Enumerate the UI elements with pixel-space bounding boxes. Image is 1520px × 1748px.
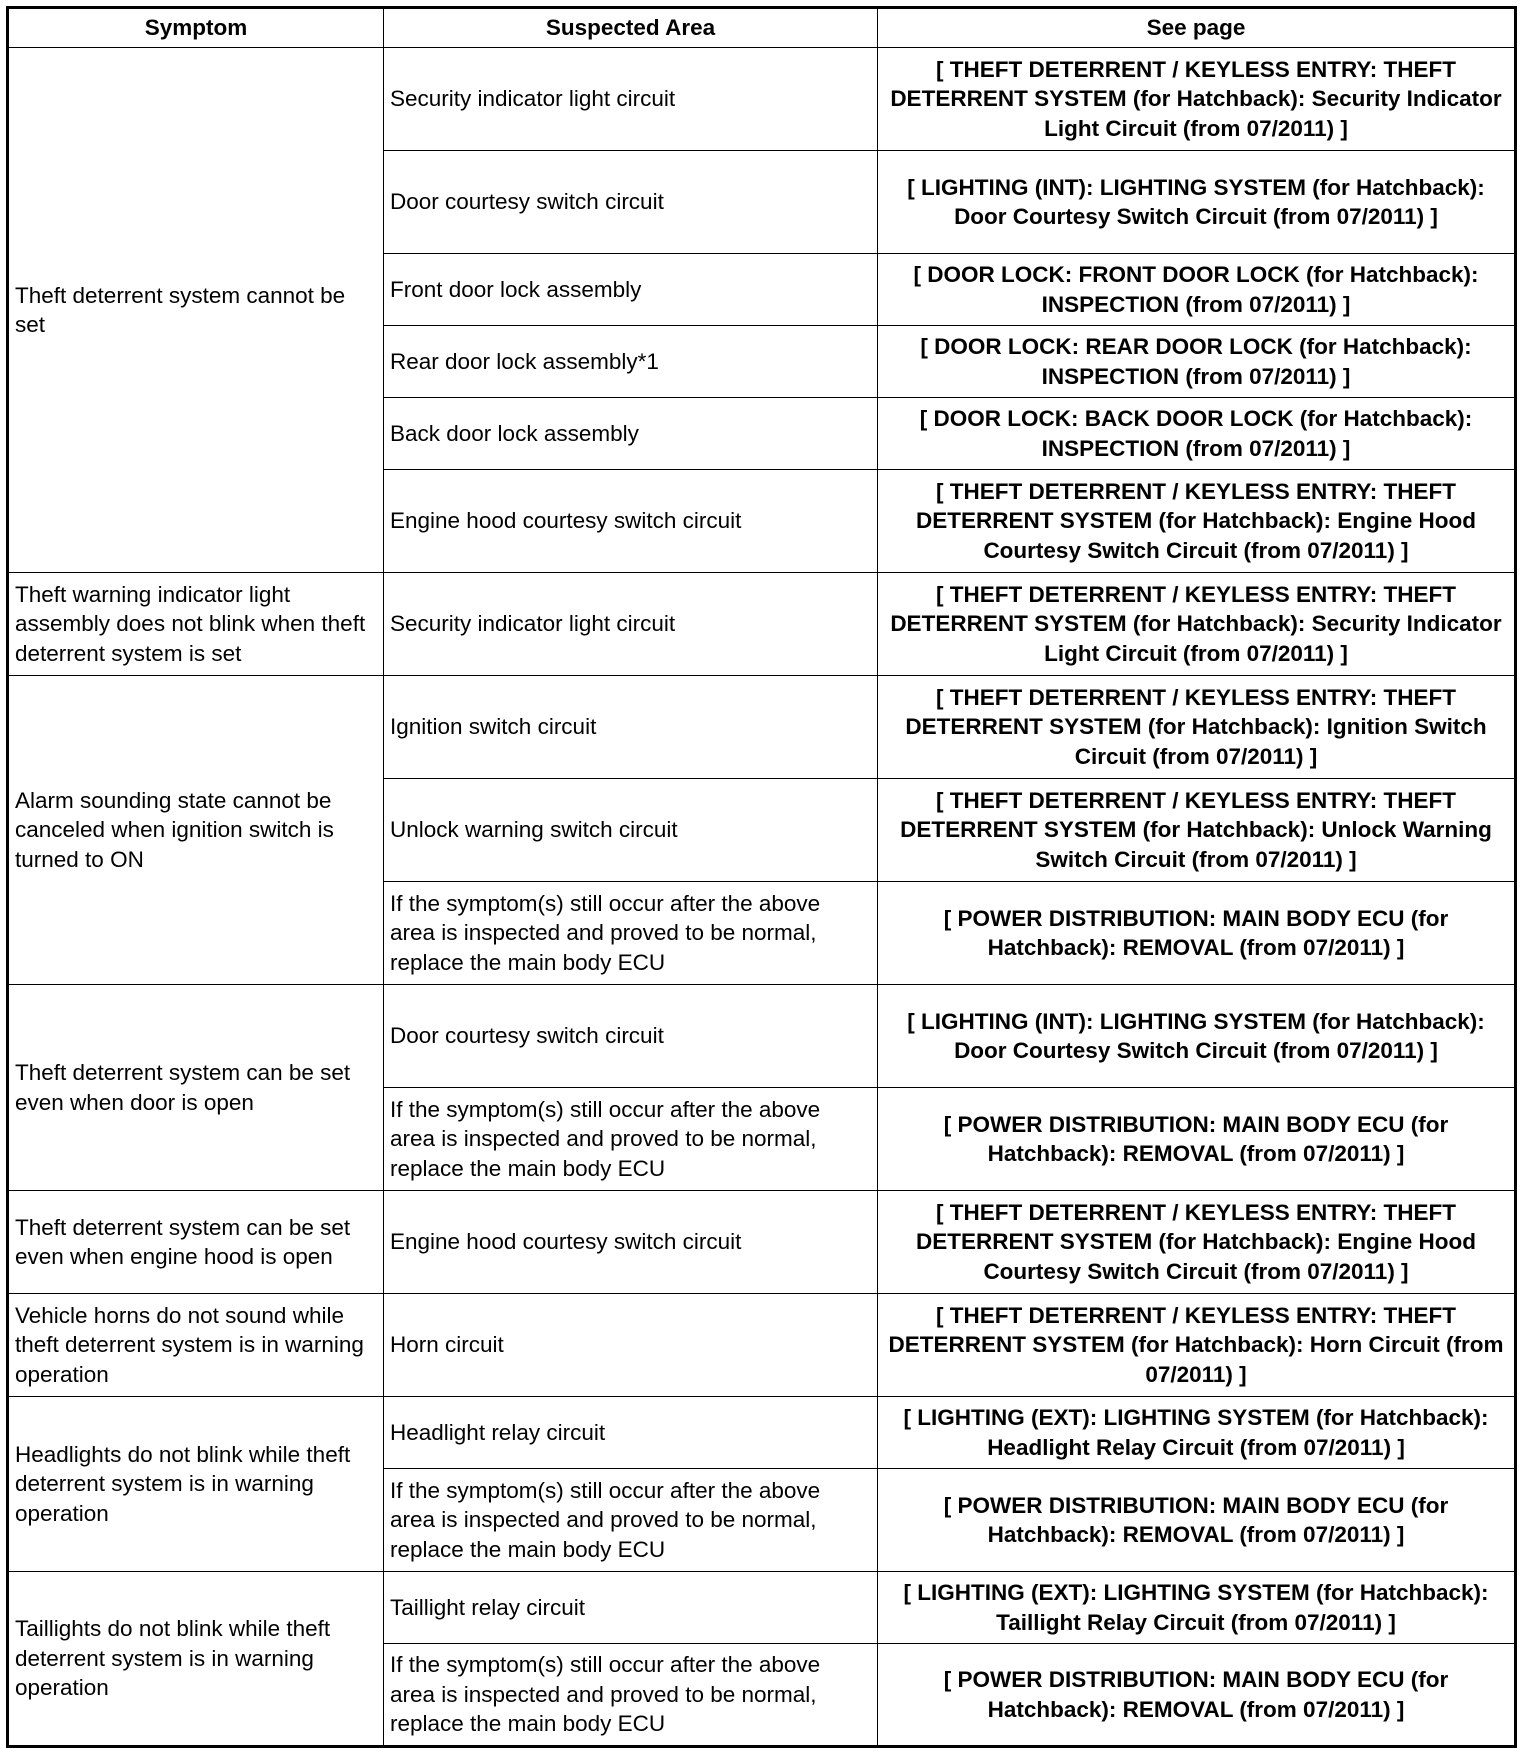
document-page xyxy=(6,6,1517,1748)
suspected-area-cell: Door courtesy switch circuit xyxy=(384,151,878,254)
table-row xyxy=(8,676,1516,779)
see-page-link[interactable]: [ POWER DISTRIBUTION: MAIN BODY ECU (for Hatchback): REMOVAL (from 07/2011) ] xyxy=(878,1469,1516,1572)
see-page-link[interactable]: [ THEFT DETERRENT / KEYLESS ENTRY: THEFT DETERRENT SYSTEM (for Hatchback): Engine Hood Courtesy Switch Circuit (from 07/2011) ] xyxy=(878,1191,1516,1294)
problem-symptoms-table xyxy=(6,6,1517,1748)
symptom-cell: Theft deterrent system can be set even when engine hood is open xyxy=(8,1191,384,1294)
table-row xyxy=(8,1191,1516,1294)
header-see-page: See page xyxy=(878,8,1516,48)
suspected-area-cell: If the symptom(s) still occur after the above area is inspected and proved to be normal, replace the main body ECU xyxy=(384,882,878,985)
see-page-link[interactable]: [ POWER DISTRIBUTION: MAIN BODY ECU (for Hatchback): REMOVAL (from 07/2011) ] xyxy=(878,1088,1516,1191)
symptom-cell: Taillights do not blink while theft deterrent system is in warning operation xyxy=(8,1572,384,1747)
suspected-area-cell: Horn circuit xyxy=(384,1294,878,1397)
see-page-link[interactable]: [ DOOR LOCK: FRONT DOOR LOCK (for Hatchback): INSPECTION (from 07/2011) ] xyxy=(878,254,1516,326)
suspected-area-cell: Engine hood courtesy switch circuit xyxy=(384,470,878,573)
see-page-link[interactable]: [ THEFT DETERRENT / KEYLESS ENTRY: THEFT DETERRENT SYSTEM (for Hatchback): Security Indicator Light Circuit (from 07/2011) ] xyxy=(878,48,1516,151)
see-page-link[interactable]: [ LIGHTING (INT): LIGHTING SYSTEM (for Hatchback): Door Courtesy Switch Circuit (from 07/2011) ] xyxy=(878,151,1516,254)
suspected-area-cell: Headlight relay circuit xyxy=(384,1397,878,1469)
see-page-link[interactable]: [ LIGHTING (INT): LIGHTING SYSTEM (for Hatchback): Door Courtesy Switch Circuit (from 07/2011) ] xyxy=(878,985,1516,1088)
symptom-cell: Vehicle horns do not sound while theft deterrent system is in warning operation xyxy=(8,1294,384,1397)
suspected-area-cell: Front door lock assembly xyxy=(384,254,878,326)
header-row xyxy=(8,8,1516,48)
see-page-link[interactable]: [ THEFT DETERRENT / KEYLESS ENTRY: THEFT DETERRENT SYSTEM (for Hatchback): Engine Hood Courtesy Switch Circuit (from 07/2011) ] xyxy=(878,470,1516,573)
table-row xyxy=(8,1572,1516,1644)
see-page-link[interactable]: [ DOOR LOCK: REAR DOOR LOCK (for Hatchback): INSPECTION (from 07/2011) ] xyxy=(878,326,1516,398)
suspected-area-cell: Door courtesy switch circuit xyxy=(384,985,878,1088)
suspected-area-cell: Back door lock assembly xyxy=(384,398,878,470)
table-row xyxy=(8,1397,1516,1469)
table-row xyxy=(8,573,1516,676)
symptom-cell: Headlights do not blink while theft deterrent system is in warning operation xyxy=(8,1397,384,1572)
see-page-link[interactable]: [ THEFT DETERRENT / KEYLESS ENTRY: THEFT DETERRENT SYSTEM (for Hatchback): Security Indicator Light Circuit (from 07/2011) ] xyxy=(878,573,1516,676)
suspected-area-cell: Ignition switch circuit xyxy=(384,676,878,779)
suspected-area-cell: Security indicator light circuit xyxy=(384,48,878,151)
suspected-area-cell: Taillight relay circuit xyxy=(384,1572,878,1644)
suspected-area-cell: Security indicator light circuit xyxy=(384,573,878,676)
table-row xyxy=(8,48,1516,151)
table-row xyxy=(8,985,1516,1088)
see-page-link[interactable]: [ POWER DISTRIBUTION: MAIN BODY ECU (for Hatchback): REMOVAL (from 07/2011) ] xyxy=(878,1644,1516,1747)
see-page-link[interactable]: [ POWER DISTRIBUTION: MAIN BODY ECU (for Hatchback): REMOVAL (from 07/2011) ] xyxy=(878,882,1516,985)
header-symptom: Symptom xyxy=(8,8,384,48)
see-page-link[interactable]: [ THEFT DETERRENT / KEYLESS ENTRY: THEFT DETERRENT SYSTEM (for Hatchback): Ignition Switch Circuit (from 07/2011) ] xyxy=(878,676,1516,779)
see-page-link[interactable]: [ THEFT DETERRENT / KEYLESS ENTRY: THEFT DETERRENT SYSTEM (for Hatchback): Horn Circuit (from 07/2011) ] xyxy=(878,1294,1516,1397)
see-page-link[interactable]: [ LIGHTING (EXT): LIGHTING SYSTEM (for Hatchback): Taillight Relay Circuit (from 07/2011) ] xyxy=(878,1572,1516,1644)
symptom-cell: Theft deterrent system cannot be set xyxy=(8,48,384,573)
see-page-link[interactable]: [ THEFT DETERRENT / KEYLESS ENTRY: THEFT DETERRENT SYSTEM (for Hatchback): Unlock Warning Switch Circuit (from 07/2011) ] xyxy=(878,779,1516,882)
header-suspected-area: Suspected Area xyxy=(384,8,878,48)
see-page-link[interactable]: [ DOOR LOCK: BACK DOOR LOCK (for Hatchback): INSPECTION (from 07/2011) ] xyxy=(878,398,1516,470)
table-row xyxy=(8,1294,1516,1397)
suspected-area-cell: If the symptom(s) still occur after the above area is inspected and proved to be normal, replace the main body ECU xyxy=(384,1469,878,1572)
see-page-link[interactable]: [ LIGHTING (EXT): LIGHTING SYSTEM (for Hatchback): Headlight Relay Circuit (from 07/2011) ] xyxy=(878,1397,1516,1469)
symptom-cell: Theft deterrent system can be set even when door is open xyxy=(8,985,384,1191)
suspected-area-cell: If the symptom(s) still occur after the above area is inspected and proved to be normal, replace the main body ECU xyxy=(384,1644,878,1747)
symptom-cell: Alarm sounding state cannot be canceled when ignition switch is turned to ON xyxy=(8,676,384,985)
table-body xyxy=(8,48,1516,1747)
suspected-area-cell: Unlock warning switch circuit xyxy=(384,779,878,882)
suspected-area-cell: Rear door lock assembly*1 xyxy=(384,326,878,398)
suspected-area-cell: If the symptom(s) still occur after the above area is inspected and proved to be normal, replace the main body ECU xyxy=(384,1088,878,1191)
symptom-cell: Theft warning indicator light assembly does not blink when theft deterrent system is set xyxy=(8,573,384,676)
suspected-area-cell: Engine hood courtesy switch circuit xyxy=(384,1191,878,1294)
